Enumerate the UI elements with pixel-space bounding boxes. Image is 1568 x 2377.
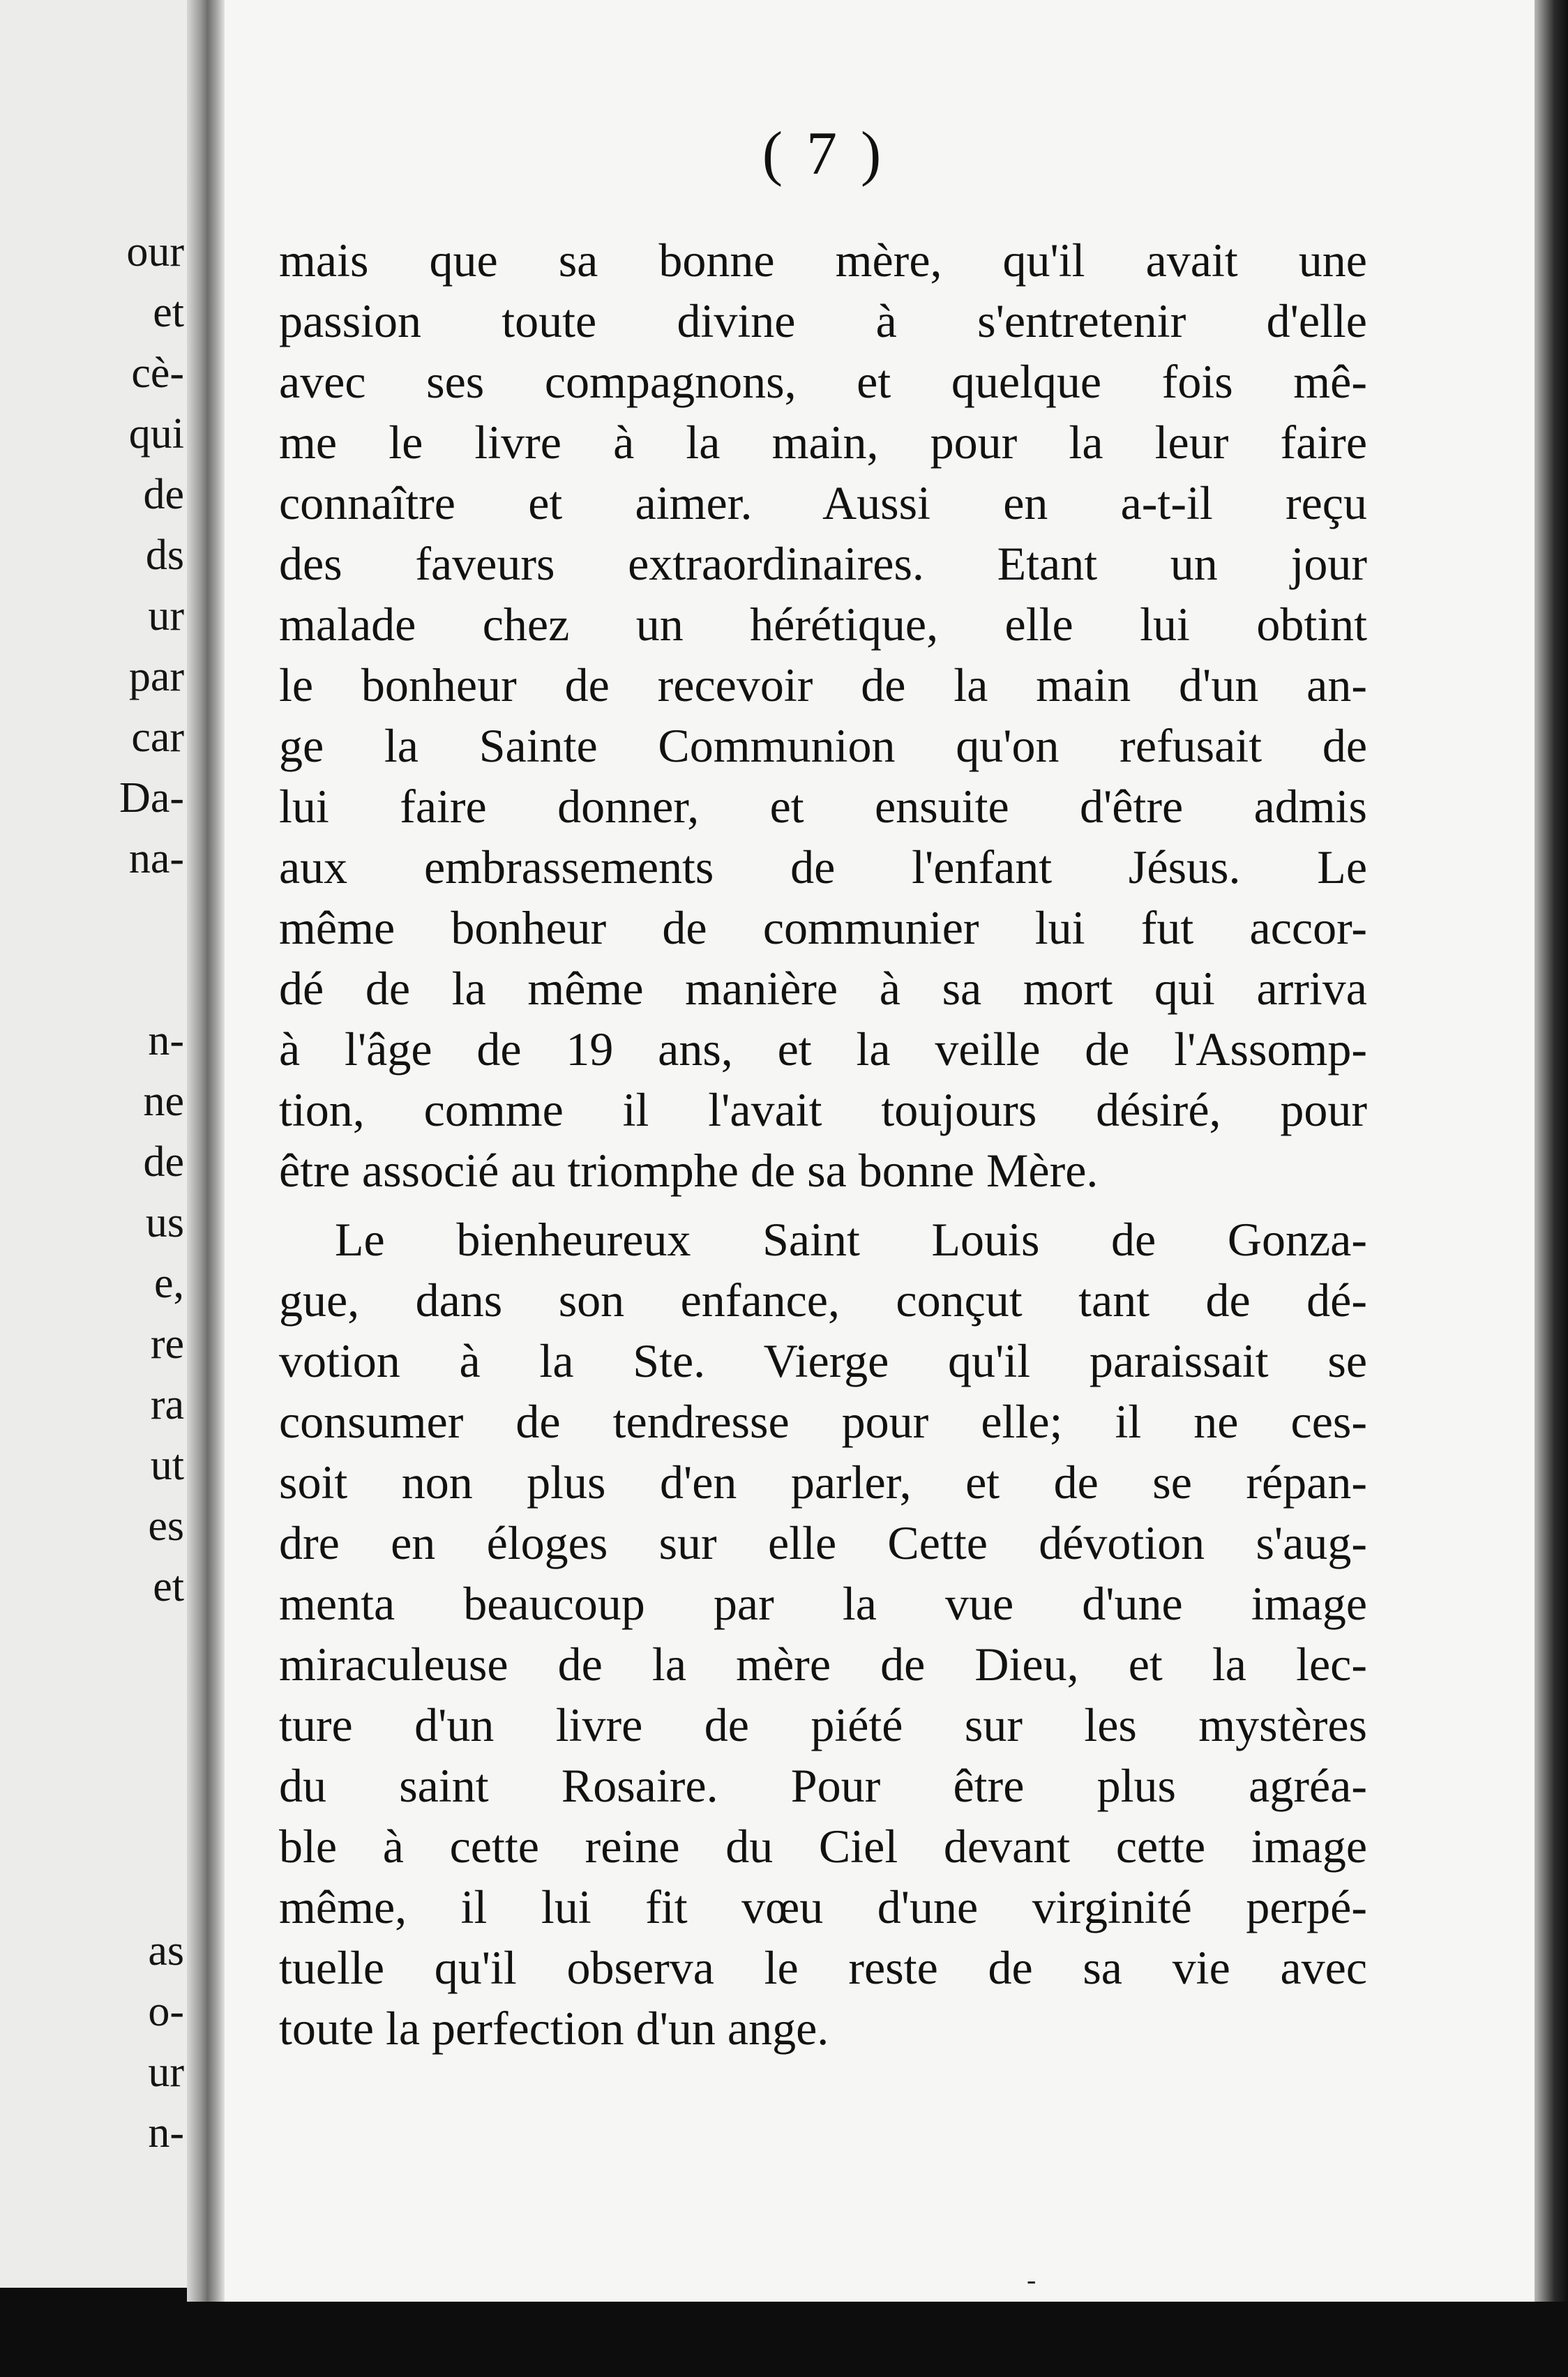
facing-page-fragment	[119, 1739, 184, 1799]
page-edge-shadow	[1535, 0, 1568, 2302]
facing-page-fragment	[119, 1617, 184, 1678]
text-line: mais que sa bonne mère, qu'il avait une	[279, 234, 1367, 287]
text-line: soit non plus d'en parler, et de se répan-	[279, 1456, 1367, 1509]
text-line: Le bienheureux Saint Louis de Gonza-	[335, 1213, 1367, 1266]
facing-page-fragment	[119, 1799, 184, 1860]
facing-page-fragment: o-	[148, 1988, 184, 2035]
facing-page-fragment: et	[153, 289, 184, 336]
book-gutter	[187, 0, 225, 2302]
facing-page-fragment: n-	[148, 2109, 184, 2157]
facing-page-fragment: es	[148, 1502, 184, 1550]
text-line: passion toute divine à s'entretenir d'elle	[279, 294, 1367, 347]
text-line: être associé au triomphe de sa bonne Mère.	[279, 1144, 1099, 1197]
facing-page-fragment: de	[143, 471, 184, 518]
facing-page-fragment: ur	[148, 2048, 184, 2096]
facing-page-fragment	[119, 1860, 184, 1921]
text-line: ge la Sainte Communion qu'on refusait de	[279, 719, 1367, 772]
facing-page-fragment	[119, 1678, 184, 1739]
facing-page-fragment: na-	[128, 835, 184, 882]
text-line: consumer de tendresse pour elle; il ne ces-	[279, 1395, 1367, 1448]
text-line: tion, comme il l'avait toujours désiré, pour	[279, 1083, 1367, 1136]
footer-mark: -	[1027, 2264, 1036, 2295]
text-line: toute la perfection d'un ange.	[279, 2002, 829, 2055]
facing-page-fragment: re	[150, 1320, 184, 1368]
text-line: menta beaucoup par la vue d'une image	[279, 1577, 1367, 1630]
text-line: dre en éloges sur elle Cette dévotion s'aug-	[279, 1516, 1367, 1569]
text-line: même, il lui fit vœu d'une virginité perpé-	[279, 1880, 1367, 1933]
facing-page-fragment: ne	[143, 1078, 184, 1125]
text-line: connaître et aimer. Aussi en a-t-il reçu	[279, 476, 1367, 529]
facing-page-fragment: as	[148, 1927, 184, 1975]
main-page	[225, 0, 1535, 2302]
text-line: même bonheur de communier lui fut accor-	[279, 901, 1367, 954]
body-text	[279, 230, 1367, 2059]
text-line: me le livre à la main, pour la leur faire	[279, 416, 1367, 469]
facing-page	[0, 0, 187, 2288]
facing-page-fragment: ra	[150, 1381, 184, 1428]
facing-page-fragment: Da-	[119, 774, 184, 822]
facing-page-fragment: e,	[153, 1260, 184, 1307]
text-line: ture d'un livre de piété sur les mystères	[279, 1698, 1367, 1751]
facing-page-fragment	[119, 950, 184, 1011]
text-line: gue, dans son enfance, conçut tant de dé-	[279, 1274, 1367, 1327]
paragraph	[279, 1209, 1367, 2059]
text-line: avec ses compagnons, et quelque fois mê-	[279, 355, 1367, 408]
facing-page-fragment: cè-	[131, 349, 184, 397]
facing-page-fragment: us	[145, 1199, 184, 1246]
text-line: le bonheur de recevoir de la main d'un an-	[279, 658, 1367, 711]
facing-page-fragment	[119, 889, 184, 950]
paragraph	[279, 230, 1367, 1201]
facing-page-fragment: ur	[148, 592, 184, 640]
text-line: votion à la Ste. Vierge qu'il paraissait se	[279, 1334, 1367, 1387]
facing-page-fragment: et	[153, 1563, 184, 1610]
text-line: dé de la même manière à sa mort qui arriva	[279, 962, 1367, 1015]
text-line: des faveurs extraordinaires. Etant un jour	[279, 537, 1367, 590]
text-line: aux embrassements de l'enfant Jésus. Le	[279, 840, 1367, 893]
text-line: lui faire donner, et ensuite d'être admis	[279, 780, 1367, 833]
text-line: à l'âge de 19 ans, et la veille de l'Assomp-	[279, 1023, 1367, 1076]
facing-page-fragment: n-	[148, 1017, 184, 1064]
facing-page-fragment: ut	[150, 1442, 184, 1489]
facing-page-fragment: par	[128, 653, 184, 700]
text-line: miraculeuse de la mère de Dieu, et la lec-	[279, 1638, 1367, 1691]
facing-page-fragment: de	[143, 1138, 184, 1186]
facing-page-fragment: qui	[128, 410, 184, 458]
text-line: malade chez un hérétique, elle lui obtint	[279, 598, 1367, 651]
facing-page-fragment: ds	[145, 531, 184, 579]
text-line: du saint Rosaire. Pour être plus agréa-	[279, 1759, 1367, 1812]
text-line: ble à cette reine du Ciel devant cette image	[279, 1820, 1367, 1873]
facing-page-fragment: our	[126, 228, 184, 276]
page-number: ( 7 )	[762, 120, 886, 188]
facing-page-fragment: car	[131, 714, 184, 761]
text-line: tuelle qu'il observa le reste de sa vie avec	[279, 1941, 1367, 1994]
facing-page-text	[119, 222, 184, 2164]
